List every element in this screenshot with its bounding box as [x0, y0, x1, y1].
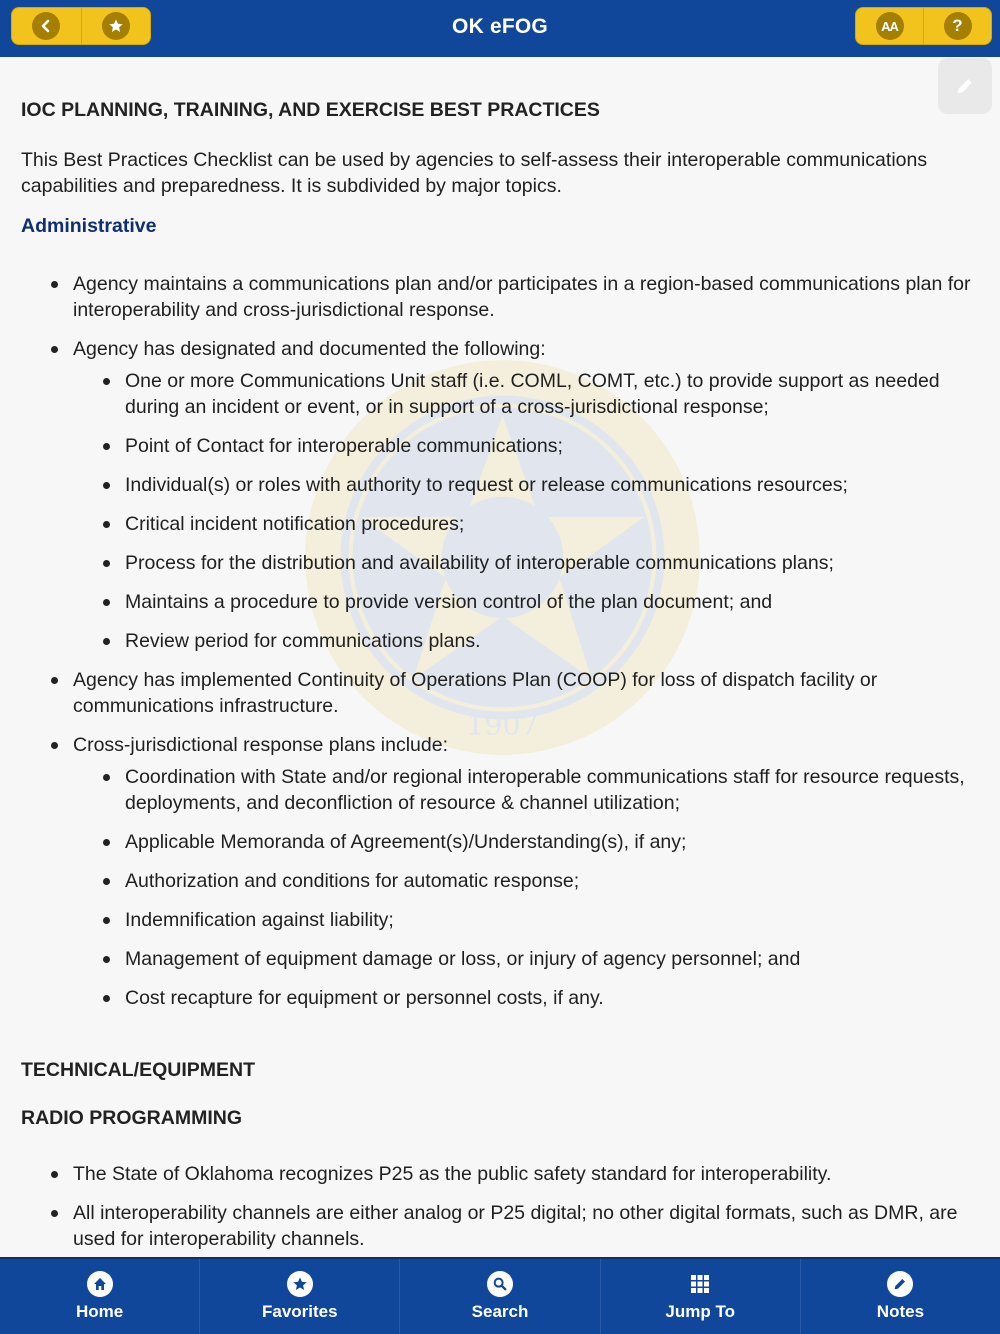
- sublist-item: Coordination with State and/or regional interoperable communications staff for resource requests, deployments, and deconfliction of resource & channel utilization;: [73, 764, 971, 816]
- search-icon: [487, 1271, 513, 1297]
- help-icon: ?: [944, 12, 972, 40]
- help-button[interactable]: [923, 8, 991, 44]
- sublist-item: Maintains a procedure to provide version control of the plan document; and: [73, 589, 971, 615]
- crossjuris-sublist: [73, 764, 971, 1011]
- article-heading: IOC PLANNING, TRAINING, AND EXERCISE BEST PRACTICES: [21, 99, 600, 121]
- sublist-item: Process for the distribution and availability of interoperable communications plans;: [73, 550, 971, 576]
- tab-label: Notes: [876, 1302, 925, 1321]
- sublist-item: One or more Communications Unit staff (i.e. COML, COMT, etc.) to provide support as needed during an incident or event, or in support of a cross-jurisdictional response;: [73, 368, 971, 420]
- sublist-item: Review period for communications plans.: [73, 628, 971, 654]
- intro-paragraph: This Best Practices Checklist can be used by agencies to self-assess their interoperable communications capabilities and preparedness. It is subdivided by major topics.: [21, 149, 928, 197]
- list-item: Cross-jurisdictional response plans include: Coordination with State and/or regional interoperable communications staff for resource requests, deployments, and deconfliction of resource & channel utilization; Applicable Memoranda of Agreement(s)/Understanding(s), if any; Authorization and conditions for automatic response; Indemnification against liability; Management of equipment damage or loss, or injury of agency personnel; and Cost recapture for equipment or personnel costs, if any.: [21, 732, 971, 1011]
- pencil-icon: [887, 1271, 913, 1297]
- grid-icon: [687, 1271, 713, 1297]
- list-item: Agency has designated and documented the following: One or more Communications Unit staff (i.e. COML, COMT, etc.) to provide support as needed during an incident or event, or in support of a cross-jurisdictional response; Point of Contact for interoperable communications; Individual(s) or roles with authority to request or release communications resources; Critical incident notification procedures; Process for the distribution and availability of interoperable communications plans; Maintains a procedure to provide version control of the plan document; and Review period for communications plans.: [21, 336, 971, 654]
- text-size-button[interactable]: [856, 8, 923, 44]
- section-subheading: Administrative: [21, 215, 157, 237]
- home-icon: [87, 1271, 113, 1297]
- page-title: OK eFOG: [452, 15, 548, 38]
- star-icon: [287, 1271, 313, 1297]
- tab-favorites[interactable]: [199, 1259, 399, 1334]
- designated-sublist: [73, 368, 971, 654]
- section-technical-heading: TECHNICAL/EQUIPMENT: [21, 1059, 255, 1081]
- bottom-tab-bar: [0, 1257, 1000, 1334]
- section-radio-heading: RADIO PROGRAMMING: [21, 1107, 242, 1129]
- sublist-item: Individual(s) or roles with authority to request or release communications resources;: [73, 472, 971, 498]
- pencil-icon: [954, 75, 976, 97]
- admin-list: [21, 271, 971, 1011]
- article-content: [21, 97, 971, 1265]
- header-right-button-group: [855, 7, 992, 45]
- sublist-item: Applicable Memoranda of Agreement(s)/Understanding(s), if any;: [73, 829, 971, 855]
- tab-label: Search: [471, 1302, 529, 1321]
- list-item: Agency maintains a communications plan and/or participates in a region-based communications plan for interoperability and cross-jurisdictional response.: [21, 271, 971, 323]
- header-bar: [0, 0, 1000, 57]
- sublist-item: Indemnification against liability;: [73, 907, 971, 933]
- tab-jump-to[interactable]: [600, 1259, 800, 1334]
- tab-home[interactable]: [0, 1259, 199, 1334]
- tab-label: Home: [75, 1302, 124, 1321]
- sublist-item: Point of Contact for interoperable communications;: [73, 433, 971, 459]
- sublist-item: Management of equipment damage or loss, or injury of agency personnel; and: [73, 946, 971, 972]
- tab-label: Favorites: [262, 1302, 338, 1321]
- tab-label: Jump To: [665, 1302, 735, 1321]
- seal-year: 1907: [466, 708, 539, 742]
- sublist-item: Critical incident notification procedures;: [73, 511, 971, 537]
- text-size-icon: AA: [876, 12, 904, 40]
- radio-list: [21, 1161, 971, 1252]
- sublist-item: Cost recapture for equipment or personnel costs, if any.: [73, 985, 971, 1011]
- tab-search[interactable]: [399, 1259, 599, 1334]
- sublist-item: Authorization and conditions for automatic response;: [73, 868, 971, 894]
- list-item: The State of Oklahoma recognizes P25 as the public safety standard for interoperability.: [21, 1161, 971, 1187]
- list-item: All interoperability channels are either analog or P25 digital; no other digital formats, such as DMR, are used for interoperability channels.: [21, 1200, 971, 1252]
- tab-notes[interactable]: [800, 1259, 1000, 1334]
- list-item: Agency has implemented Continuity of Operations Plan (COOP) for loss of dispatch facility or communications infrastructure.: [21, 667, 971, 719]
